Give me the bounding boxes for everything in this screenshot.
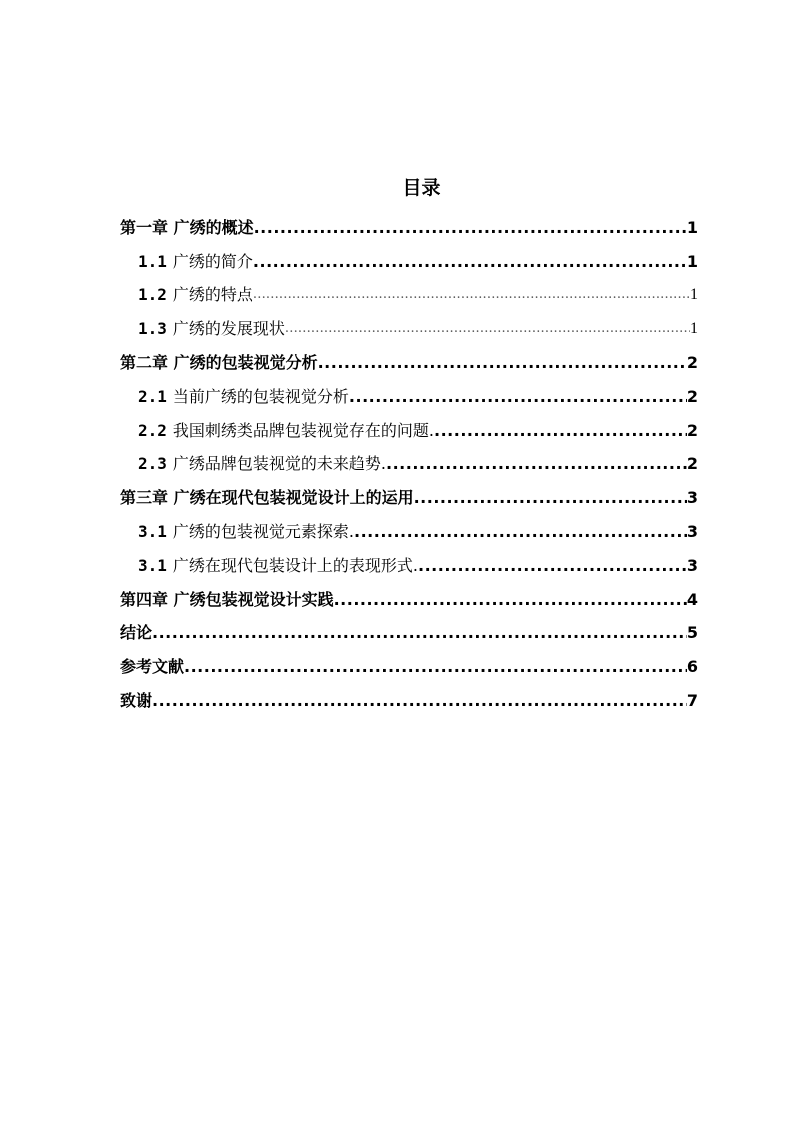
toc-page-number: 3 (686, 521, 698, 541)
toc-entry-text: 我国刺绣类品牌包装视觉存在的问题. (172, 420, 434, 440)
toc-page-number: 3 (686, 488, 698, 508)
toc-entry-text: 第二章 广绣的包装视觉分析 (120, 352, 318, 372)
toc-entry-text: 广绣的简介 (172, 251, 253, 271)
toc-entry-text: 广绣在现代包装设计上的表现形式. (172, 555, 418, 575)
toc-leader-dots (152, 618, 687, 648)
toc-leader-dots (285, 314, 690, 344)
toc-entry-chapter-1[interactable] (120, 209, 698, 243)
toc-entry-acknowledgements[interactable] (120, 682, 698, 716)
toc-page-number: 1 (690, 320, 698, 338)
toc-entry-chapter-4[interactable] (120, 581, 698, 615)
toc-entry-3-1[interactable] (120, 513, 698, 547)
table-of-contents (120, 209, 698, 716)
toc-leader-dots (334, 585, 687, 615)
toc-leader-dots (418, 551, 687, 581)
toc-entry-conclusion[interactable] (120, 615, 698, 649)
toc-entry-text: 参考文献 (120, 657, 185, 677)
toc-page-number: 2 (686, 386, 698, 406)
toc-page-number: 5 (686, 623, 698, 643)
toc-entry-text: 结论 (120, 623, 153, 643)
toc-leader-dots (318, 348, 687, 378)
toc-section-number: 3.1 (138, 555, 167, 575)
toc-page-number: 2 (686, 420, 698, 440)
toc-leader-dots (349, 382, 687, 412)
toc-entry-text: 广绣的发展现状 (172, 319, 285, 339)
toc-section-number: 3.1 (138, 521, 167, 541)
toc-entry-references[interactable] (120, 648, 698, 682)
toc-page-number: 3 (686, 555, 698, 575)
toc-entry-chapter-2[interactable] (120, 344, 698, 378)
toc-leader-dots (152, 686, 687, 716)
toc-entry-text: 广绣品牌包装视觉的未来趋势. (172, 454, 386, 474)
toc-entry-chapter-3[interactable] (120, 479, 698, 513)
toc-page-number: 4 (686, 589, 698, 609)
toc-entry-3-1-b[interactable] (120, 547, 698, 581)
toc-leader-dots (354, 517, 687, 547)
toc-section-number: 2.1 (138, 386, 167, 406)
toc-leader-dots (184, 652, 687, 682)
toc-page-number: 6 (686, 657, 698, 677)
toc-page-number: 7 (686, 690, 698, 710)
toc-leader-dots (254, 213, 687, 243)
toc-entry-2-2[interactable] (120, 412, 698, 446)
toc-page-number: 1 (686, 251, 698, 271)
toc-section-number: 1.3 (138, 319, 167, 339)
toc-entry-text: 广绣的特点 (172, 285, 253, 305)
toc-entry-text: 第三章 广绣在现代包装视觉设计上的运用 (120, 488, 414, 508)
toc-section-number: 1.2 (138, 285, 167, 305)
toc-entry-text: 广绣的包装视觉元素探索. (172, 521, 354, 541)
toc-section-number: 1.1 (138, 251, 167, 271)
toc-leader-dots (434, 416, 687, 446)
toc-entry-1-1[interactable] (120, 243, 698, 277)
toc-entry-2-3[interactable] (120, 446, 698, 480)
toc-entry-text: 第四章 广绣包装视觉设计实践 (120, 589, 334, 609)
toc-page-number: 2 (686, 454, 698, 474)
toc-section-number: 2.2 (138, 420, 167, 440)
toc-entry-text: 致谢 (120, 690, 153, 710)
toc-entry-2-1[interactable] (120, 378, 698, 412)
toc-title: 目录 (402, 177, 441, 199)
toc-leader-dots (414, 483, 687, 513)
toc-entry-1-3[interactable] (120, 310, 698, 344)
toc-entry-text: 当前广绣的包装视觉分析 (172, 386, 349, 406)
toc-entry-text: 第一章 广绣的概述 (120, 217, 254, 237)
toc-leader-dots (253, 247, 687, 277)
toc-leader-dots (386, 449, 687, 479)
toc-entry-1-2[interactable] (120, 277, 698, 311)
toc-leader-dots (253, 280, 690, 310)
toc-page-number: 2 (686, 352, 698, 372)
toc-page-number: 1 (690, 286, 698, 304)
toc-section-number: 2.3 (138, 454, 167, 474)
toc-page-number: 1 (686, 217, 698, 237)
